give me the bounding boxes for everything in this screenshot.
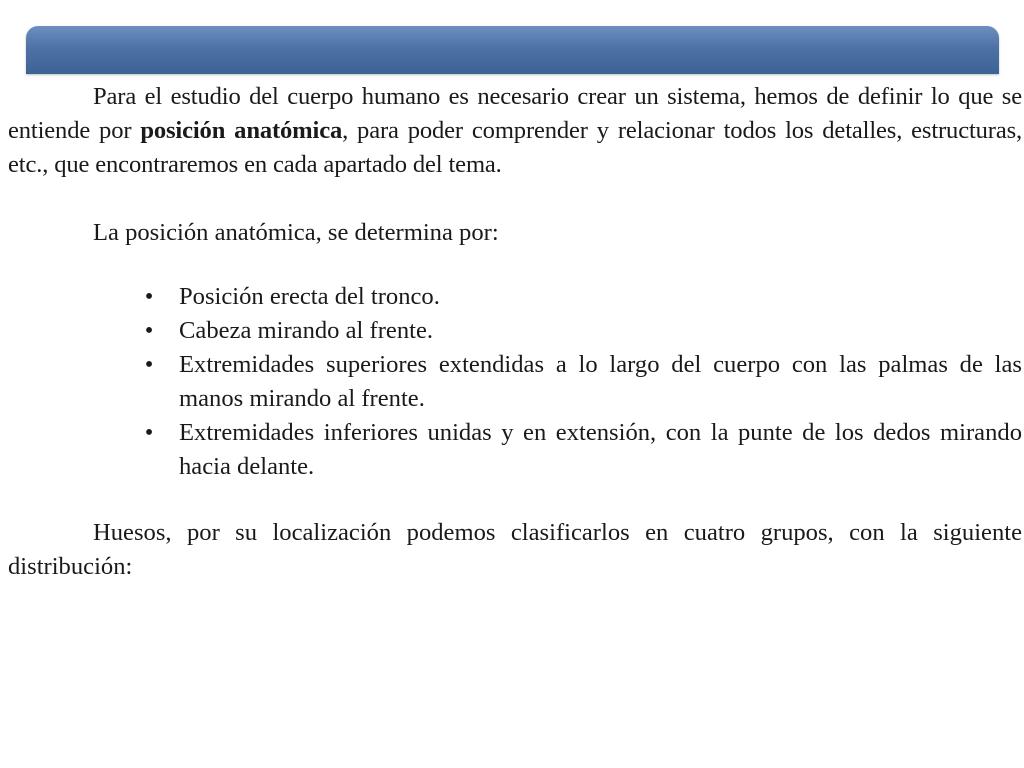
bullet-icon: • [144, 283, 154, 310]
list-item [144, 280, 1022, 314]
list-item [144, 314, 1022, 348]
intro-text-after: , para poder comprender y relacionar todos los detalles, estructuras, etc., que encontraremos en cada apartado del tema. [8, 117, 1023, 178]
document-body [8, 80, 1022, 584]
position-criteria-list [8, 280, 1022, 484]
list-item [144, 416, 1022, 484]
bullet-icon: • [144, 419, 154, 446]
bullet-icon: • [144, 317, 154, 344]
slide-title-bar [26, 26, 999, 74]
list-item-text: Posición erecta del tronco. [179, 283, 440, 310]
intro-paragraph [8, 80, 1022, 182]
list-item-text: Cabeza mirando al frente. [179, 317, 434, 344]
list-item [144, 348, 1022, 416]
list-item-text: Extremidades superiores extendidas a lo largo del cuerpo con las palmas de las manos mirando al frente. [179, 351, 1022, 412]
intro-text-before: Para el estudio del cuerpo humano es necesario crear un sistema, hemos de definir lo que se entiende por [8, 83, 1022, 144]
list-item-text: Extremidades inferiores unidas y en extensión, con la punte de los dedos mirando hacia delante. [179, 419, 1022, 480]
bones-paragraph: Huesos, por su localización podemos clasificarlos en cuatro grupos, con la siguiente distribución: [8, 519, 1022, 580]
anatomical-position-term: posición anatómica [140, 117, 343, 144]
position-heading: La posición anatómica, se determina por: [93, 219, 499, 246]
bullet-icon: • [144, 351, 154, 378]
